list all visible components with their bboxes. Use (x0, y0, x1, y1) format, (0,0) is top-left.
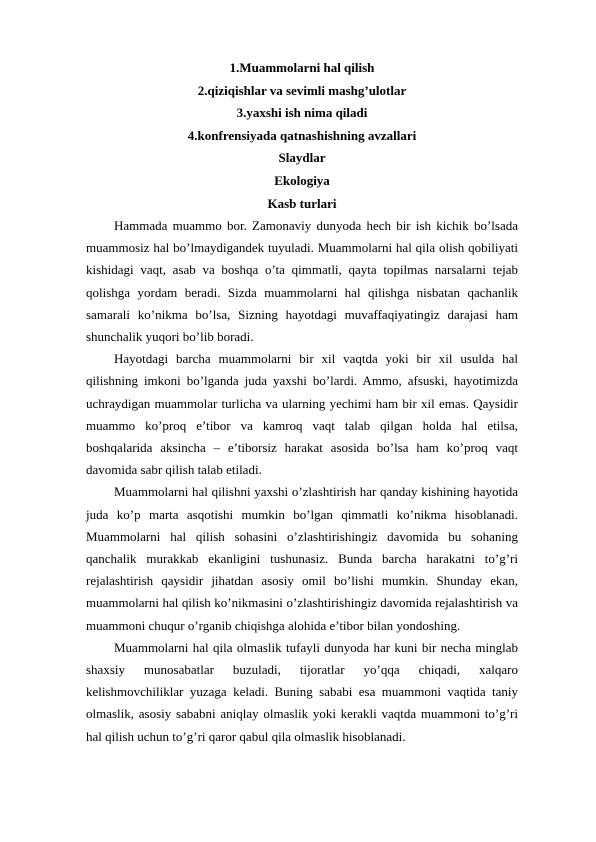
topic-heading: Kasb turlari (267, 195, 337, 211)
body-paragraph: Hammada muammo bor. Zamonaviy dunyoda hech bir ish kichik bo’lsada muammosiz hal bo’lmaydigandek tuyuladi. Muammolarni hal qila olish qobiliyati kishidagi vaqt, asab va boshqa o’ta qimmatli, qayta topilmas narsalarni tejab qolishga yordam beradi. Sizda muammolarni hal qilishga nisbatan qachanlik samarali ko’nikma bo’lsa, Sizning hayotdagi muvaffaqiyatingiz darajasi ham shunchalik yuqori bo’lib boradi. (86, 218, 518, 345)
topic-heading: Slaydlar (278, 150, 326, 166)
topic-heading: Ekologiya (274, 172, 330, 188)
topic-heading: 1.Muammolarni hal qilish (229, 60, 375, 75)
body-paragraph: Muammolarni hal qilishni yaxshi o’zlashtirish har qanday kishining hayotida juda ko’p marta asqotishi mumkin bo’lgan qimmatli ko’nikma hisoblanadi. Muammolarni hal qilish sohasini o’zlashtirishingiz davomida bu sohaning qanchalik murakkab ekanligini tushunasiz. Bunda barcha harakatni to’g’ri rejalashtirish qaysidir jihatdan asosiy omil bo’lishi mumkin. Shunday ekan, muammolarni hal qilish ko’nikmasini o’zlashtirishingiz davomida rejalashtirish va muammoni chuqur o’rganib chiqishga alohida e’tibor bilan yondoshing. (86, 484, 518, 633)
topic-list (86, 57, 518, 215)
body-paragraph: Muammolarni hal qila olmaslik tufayli dunyoda har kuni bir necha minglab shaxsiy munosabatlar buzuladi, tijoratlar yo’qqa chiqadi, xalqaro kelishmovchiliklar yuzaga keladi. Buning sababi esa muammoni vaqtida taniy olmaslik, asosiy sababni aniqlay olmaslik yoki kerakli vaqtda muammoni to’g’ri hal qilish uchun to’g’ri qaror qabul qila olmaslik hisoblanadi. (86, 639, 518, 744)
topic-heading: 2.qiziqishlar va sevimli mashg’ulotlar (197, 82, 407, 98)
topic-heading: 4.konfrensiyada qatnashishning avzallari (187, 127, 417, 143)
topic-heading: 3.yaxshi ish nima qiladi (236, 105, 368, 121)
body-paragraph: Hayotdagi barcha muammolarni bir xil vaqtda yoki bir xil usulda hal qilishning imkoni bo’lganda juda yaxshi bo’lardi. Ammo, afsuski, hayotimizda uchraydigan muammolar turlicha va ularning yechimi ham bir xil emas. Qaysidir muammo ko’proq e’tibor va kamroq vaqt talab qilgan holda hal etilsa, boshqalarida aksincha – e’tiborsiz harakat asosida bo’lsa ham ko’proq vaqt davomida sabr qilish talab etiladi. (86, 351, 518, 478)
document-body (86, 215, 518, 748)
